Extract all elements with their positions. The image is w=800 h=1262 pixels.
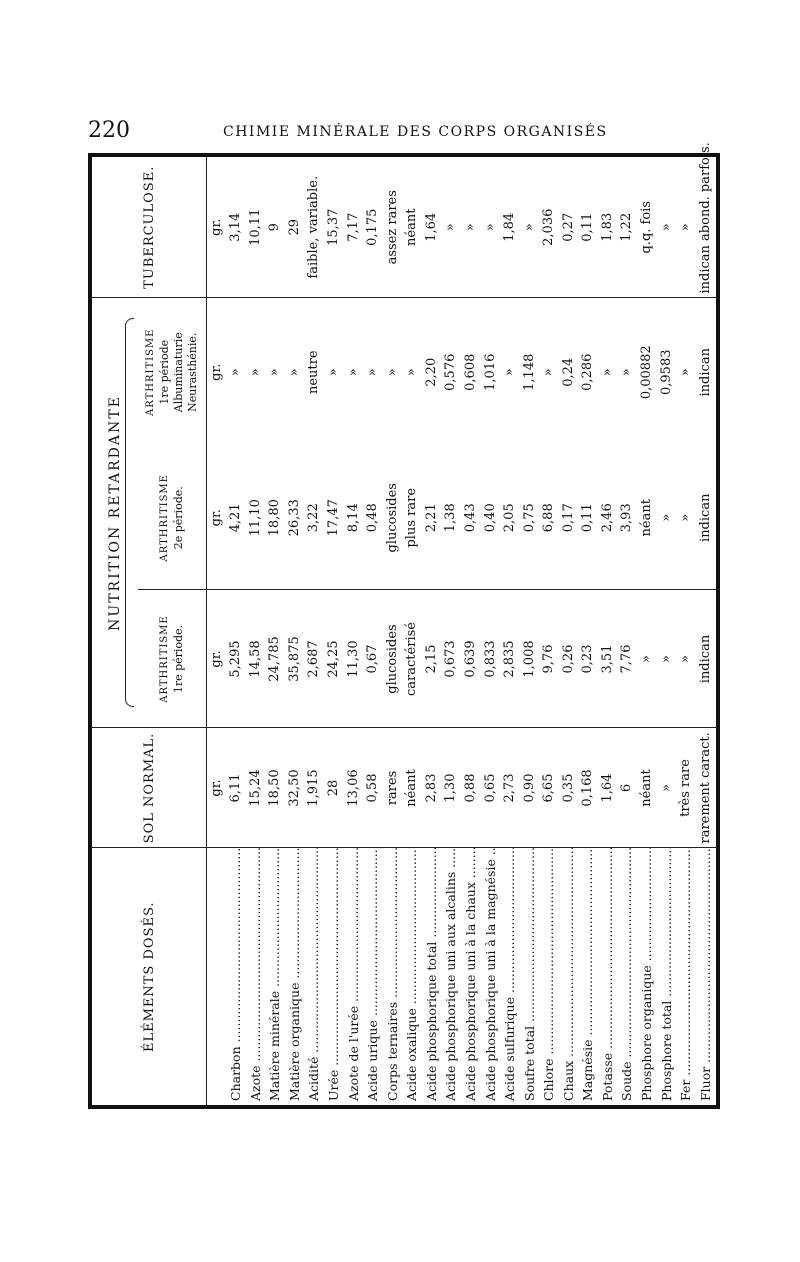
cell-a1: 0,833 (481, 590, 501, 728)
header-a1-line1: ARTHRITISME (159, 615, 170, 703)
cell-sol: 2,83 (422, 728, 442, 848)
cell-el: Soude ..... (618, 848, 638, 1105)
cell-a3: » (247, 368, 263, 377)
table-row (579, 157, 599, 1105)
cell-a1: » (637, 590, 657, 728)
cell-a2: 3,22 (305, 446, 325, 590)
cell-sol: 18,50 (266, 728, 286, 848)
cell-a1: 0,23 (579, 590, 599, 728)
cell-el: Phosphore organique ..... (637, 848, 657, 1105)
cell-a2: indican (696, 446, 716, 590)
cell-a2: 3,93 (618, 446, 638, 590)
cell-sol: 6 (618, 728, 638, 848)
cell-sol: rares (383, 728, 403, 848)
cell-a1: 7,76 (618, 590, 638, 728)
cell-sol: 32,50 (285, 728, 305, 848)
header-elements: ÉLÉMENTS DOSÉS. (92, 848, 207, 1105)
header-a1-line2: 1re période. (172, 624, 185, 694)
header-nutrition-retardante (92, 298, 138, 728)
cell-tb: 7,17 (344, 157, 364, 298)
data-table (92, 142, 716, 1105)
cell-a3: » (345, 368, 361, 377)
table-row (559, 157, 579, 1105)
cell-a2: néant (637, 446, 657, 590)
cell-a2: 2,05 (501, 446, 521, 590)
cell-a3: 0,24 (560, 357, 576, 387)
cell-sol: rarement caract. (696, 728, 716, 848)
cell-tb: 0,27 (559, 157, 579, 298)
cell-el: Chaux ..... (559, 848, 579, 1105)
cell-a2: 0,40 (481, 446, 501, 590)
header-a2-line1: ARTHRITISME (159, 474, 170, 562)
cell-a2: 1,38 (442, 446, 462, 590)
table-row (696, 157, 716, 1105)
cell-a3: » (599, 368, 615, 377)
cell-el: Acide urique ..... (364, 848, 384, 1105)
cell-tb: 10,11 (246, 157, 266, 298)
cell-a1: 0,67 (364, 590, 384, 728)
cell-a2: » (657, 446, 677, 590)
unit-sol: gr. (207, 728, 227, 848)
cell-a1: 0,673 (442, 590, 462, 728)
header-a3-line4: Neurasthénie. (186, 332, 199, 412)
cell-el: Phosphore total ..... (657, 848, 677, 1105)
cell-el: Acide phosphorique uni à la chaux ..... (461, 848, 481, 1105)
cell-a1: 11,30 (344, 590, 364, 728)
rotated-table-wrapper (92, 142, 716, 1105)
cell-a1: 2,687 (305, 590, 325, 728)
cell-a2: 4,21 (227, 446, 247, 590)
cell-a1: 0,639 (461, 590, 481, 728)
unit-a2: gr. (207, 446, 227, 590)
group-brace (125, 319, 134, 708)
cell-tb: » (677, 157, 697, 298)
header-tuberculose: TUBERCULOSE. (92, 157, 207, 298)
cell-sol: 1,30 (442, 728, 462, 848)
table-row (461, 157, 481, 1105)
cell-tb: 3,14 (227, 157, 247, 298)
cell-a2: 26,33 (285, 446, 305, 590)
cell-a2: glucosides (383, 446, 403, 590)
cell-a1: 3,51 (598, 590, 618, 728)
table-row (324, 157, 344, 1105)
table-row (442, 157, 462, 1105)
group-title-text: NUTRITION RETARDANTE (107, 395, 123, 631)
cell-a2: 0,48 (364, 446, 384, 590)
header-a3-line1: ARTHRITISME (145, 328, 156, 416)
cell-el: Matière organique ..... (285, 848, 305, 1105)
cell-sol: 2,73 (501, 728, 521, 848)
table-row (285, 157, 305, 1105)
cell-tb: 29 (285, 157, 305, 298)
cell-sol: 0,35 (559, 728, 579, 848)
cell-tb: » (481, 157, 501, 298)
cell-el: Chlore ..... (540, 848, 560, 1105)
cell-sol: 0,58 (364, 728, 384, 848)
table-row (422, 157, 442, 1105)
cell-a1: 24,25 (324, 590, 344, 728)
cell-a1: » (657, 590, 677, 728)
cell-sol: 0,65 (481, 728, 501, 848)
cell-el: Corps ternaires ..... (383, 848, 403, 1105)
table-row (637, 157, 657, 1105)
cell-a2: plus rare (403, 446, 423, 590)
table-frame (88, 142, 720, 1109)
table-body (207, 142, 717, 1105)
cell-a3: » (228, 368, 244, 377)
cell-a3: 0,576 (443, 353, 459, 391)
cell-sol: 1,915 (305, 728, 325, 848)
unit-tb: gr. (207, 157, 227, 298)
cell-a3: 0,00882 (639, 345, 654, 400)
cell-a3: » (326, 368, 341, 377)
table-row (501, 157, 521, 1105)
cell-tb: » (442, 157, 462, 298)
cell-a3: 1,148 (521, 353, 537, 391)
cell-tb: » (657, 157, 677, 298)
cell-tb: assez rares (383, 157, 403, 298)
cell-el: Charbon ..... (227, 848, 247, 1105)
table-row (540, 157, 560, 1105)
cell-a1: 24,785 (266, 590, 286, 728)
page-number: 220 (88, 118, 130, 143)
cell-a1: 5,295 (227, 590, 247, 728)
table-row (364, 157, 384, 1105)
table-row (481, 157, 501, 1105)
header-a2-line2: 2e période. (172, 486, 185, 550)
cell-a2: 2,46 (598, 446, 618, 590)
cell-el: Matière minérale ..... (266, 848, 286, 1105)
cell-a3: » (267, 368, 283, 377)
cell-a3: indican (697, 348, 713, 397)
cell-el: Azote ..... (246, 848, 266, 1105)
table-row (246, 157, 266, 1105)
cell-sol: » (657, 728, 677, 848)
cell-tb: q.q. fois (637, 157, 657, 298)
unit-a3: gr. (208, 363, 224, 381)
header-a3-line3: Albuminaturie (172, 332, 185, 413)
cell-a1: 1,008 (520, 590, 540, 728)
cell-a3: » (619, 368, 635, 377)
cell-sol: 1,64 (598, 728, 618, 848)
cell-tb: 2,036 (540, 157, 560, 298)
cell-el: Acidité ..... (305, 848, 325, 1105)
table-row (403, 157, 423, 1105)
cell-a3: » (678, 368, 694, 377)
cell-el: Acide oxalique ..... (403, 848, 423, 1105)
cell-sol: 6,65 (540, 728, 560, 848)
cell-a3: » (502, 368, 518, 377)
cell-a1: 2,15 (422, 590, 442, 728)
cell-tb: 1,64 (422, 157, 442, 298)
cell-a1: indican (696, 590, 716, 728)
cell-sol: 0,88 (461, 728, 481, 848)
table-row (598, 157, 618, 1105)
cell-a2: 18,80 (266, 446, 286, 590)
cell-sol: 0,168 (579, 728, 599, 848)
cell-a2: 6,88 (540, 446, 560, 590)
header-arthritisme-1 (138, 590, 207, 728)
cell-a1: glucosides (383, 590, 403, 728)
cell-el: Acide phosphorique uni à la magnésie ..... (481, 848, 501, 1105)
cell-a1: 0,26 (559, 590, 579, 728)
cell-tb: 0,11 (579, 157, 599, 298)
cell-el: Urée ..... (324, 848, 344, 1105)
cell-el: Fluor ..... (696, 848, 716, 1105)
cell-a2: 0,17 (559, 446, 579, 590)
header-arthritisme-2 (138, 446, 207, 590)
table-row (383, 157, 403, 1105)
cell-a3: 0,608 (462, 353, 478, 391)
table-row (266, 157, 286, 1105)
table-row (305, 157, 325, 1105)
cell-a2: 0,43 (461, 446, 481, 590)
cell-el: Acide sulfurique ..... (501, 848, 521, 1105)
cell-a2: » (677, 446, 697, 590)
units-el (207, 848, 227, 1105)
cell-a3: 0,286 (580, 353, 596, 391)
cell-el: Soufre total ..... (520, 848, 540, 1105)
cell-el: Azote de l'urée ..... (344, 848, 364, 1105)
cell-tb: indican abond. parfois. (696, 157, 716, 298)
cell-a3: » (365, 368, 381, 377)
cell-el: Acide phosphorique total ..... (422, 848, 442, 1105)
cell-a1: caractérisé (403, 590, 423, 728)
cell-sol: très rare (677, 728, 697, 848)
cell-a2: 2,21 (422, 446, 442, 590)
cell-tb: néant (403, 157, 423, 298)
cell-el: Fer ..... (677, 848, 697, 1105)
cell-el: Magnésie ..... (579, 848, 599, 1105)
cell-tb: 1,22 (618, 157, 638, 298)
page-header (88, 118, 728, 148)
table-row (227, 157, 247, 1105)
cell-sol: 6,11 (227, 728, 247, 848)
cell-a1: » (677, 590, 697, 728)
cell-tb: » (520, 157, 540, 298)
table-row (657, 157, 677, 1105)
table-row (618, 157, 638, 1105)
cell-a3: » (404, 368, 420, 377)
cell-tb: » (461, 157, 481, 298)
cell-sol: 13,06 (344, 728, 364, 848)
cell-tb: 1,84 (501, 157, 521, 298)
cell-a3: » (286, 368, 302, 377)
cell-tb: faible, variable. (305, 157, 325, 298)
cell-tb: 1,83 (598, 157, 618, 298)
cell-a3: neutre (306, 350, 322, 395)
cell-sol: 0,90 (520, 728, 540, 848)
cell-a2: 0,75 (520, 446, 540, 590)
header-a3-line2: 1re période (158, 339, 171, 405)
cell-a3: 2,20 (423, 357, 439, 387)
cell-a2: 11,10 (246, 446, 266, 590)
cell-a1: 35,875 (285, 590, 305, 728)
cell-a1: 9,76 (540, 590, 560, 728)
table-row (677, 157, 697, 1105)
units-row (207, 157, 227, 1105)
cell-a3: » (541, 368, 557, 377)
cell-a3: » (384, 368, 400, 377)
cell-tb: 9 (266, 157, 286, 298)
cell-a1: 2,835 (501, 590, 521, 728)
cell-sol: 15,24 (246, 728, 266, 848)
table-row (344, 157, 364, 1105)
cell-a3: 1,016 (482, 353, 498, 391)
table-row (520, 157, 540, 1105)
cell-a2: 8,14 (344, 446, 364, 590)
cell-el: Acide phosphorique uni aux alcalins ..... (442, 848, 462, 1105)
cell-a3: 0,9583 (658, 349, 674, 395)
cell-a1: 14,58 (246, 590, 266, 728)
unit-a1: gr. (207, 590, 227, 728)
cell-tb: 15,37 (324, 157, 344, 298)
cell-sol: néant (637, 728, 657, 848)
running-title: CHIMIE MINÉRALE DES CORPS ORGANISÉS (223, 124, 608, 140)
header-sol-normal: SOL NORMAL. (92, 728, 207, 848)
cell-sol: néant (403, 728, 423, 848)
header-arthritisme-3 (138, 298, 207, 446)
cell-tb: 0,175 (364, 157, 384, 298)
cell-sol: 28 (324, 728, 344, 848)
cell-a2: 0,11 (579, 446, 599, 590)
cell-a2: 17,47 (324, 446, 344, 590)
cell-el: Potasse ..... (598, 848, 618, 1105)
